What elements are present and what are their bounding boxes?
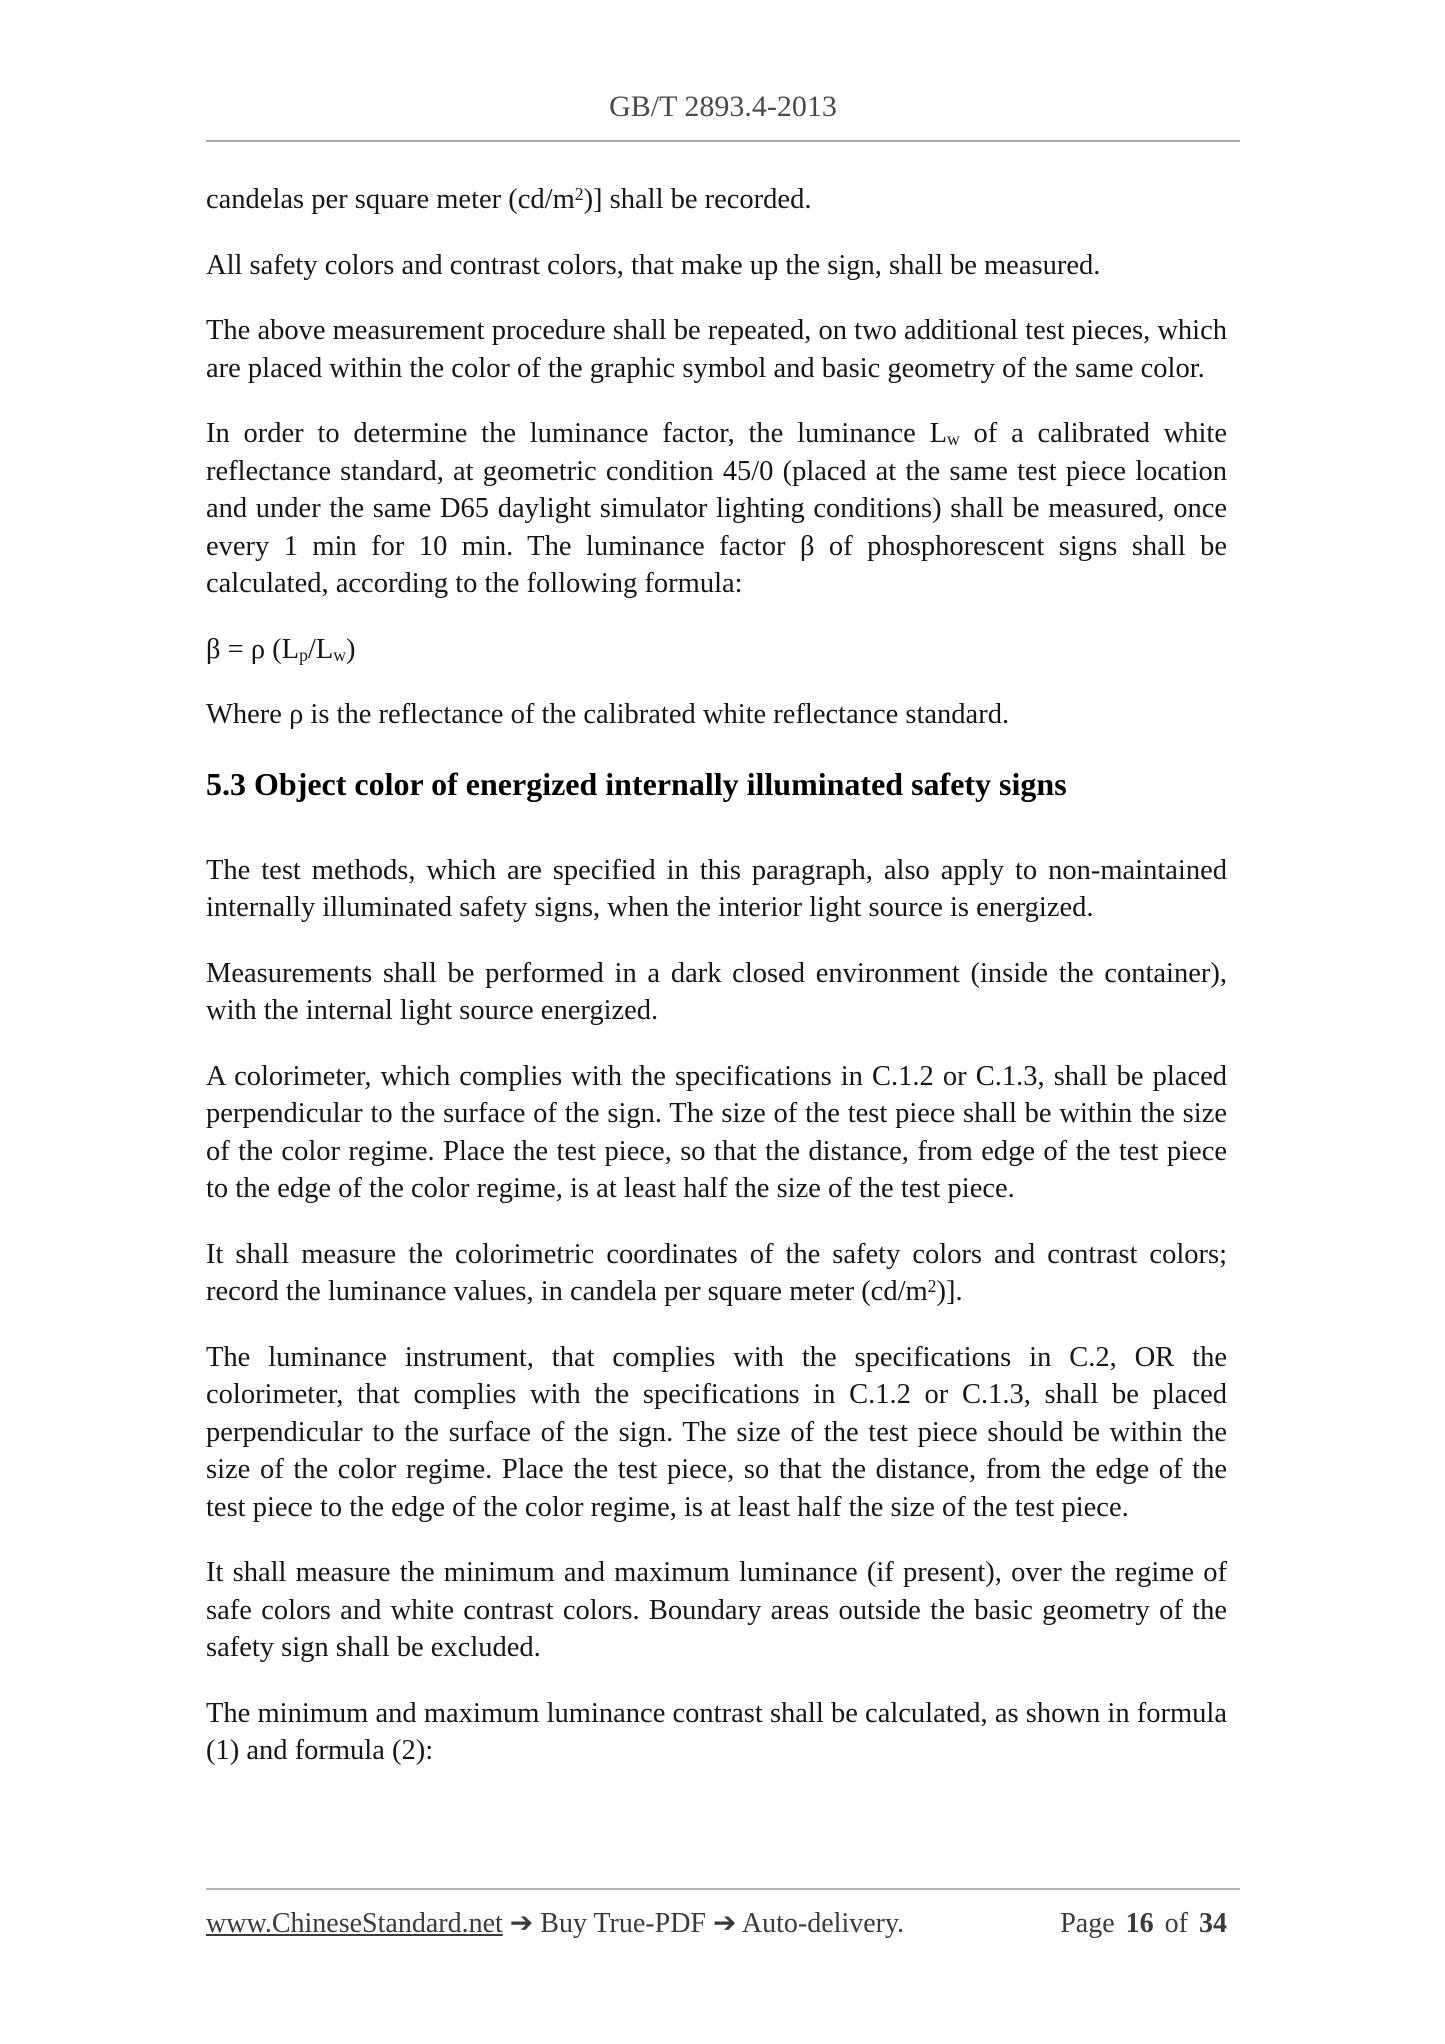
page-header xyxy=(206,90,1240,142)
footer-tagline: ➔ Buy True-PDF ➔ Auto-delivery. xyxy=(509,1906,905,1939)
body-paragraph: It shall measure the minimum and maximum luminance (if present), over the regime of safe colors and white contrast colors. Boundary areas outside the basic geometry of the safety sign shall be excluded. xyxy=(206,1557,1227,1663)
page-number: Page 16 of 34 xyxy=(1060,1908,1227,1939)
standard-number: GB/T 2893.4-2013 xyxy=(609,90,837,123)
body-paragraph: In order to determine the luminance factor, the luminance Lw of a calibrated white reflectance standard, at geometric condition 45/0 (placed at the same test piece location and under the same D65 daylight simulator lighting conditions) shall be measured, once every 1 min for 10 min. The luminance factor β of phosphorescent signs shall be calculated, according to the following formula: xyxy=(206,418,1227,599)
section-heading: 5.3 Object color of energized internally illuminated safety signs xyxy=(206,765,1067,802)
body-paragraph: The luminance instrument, that complies with the specifications in C.2, OR the colorimeter, that complies with the specifications in C.1.2 or C.1.3, shall be placed perpendicular to the surface of the sign. The size of the test piece should be within the size of the color regime. Place the test piece, so that the distance, from the edge of the test piece to the edge of the color regime, is at least half the size of the test piece. xyxy=(206,1341,1227,1523)
body-paragraph: candelas per square meter $(cd/m^2)$] shall be recorded. xyxy=(206,184,812,215)
formula-luminance-factor: β = ρ (Lp/Lw) xyxy=(206,633,356,665)
body-paragraph: A colorimeter, which complies with the specifications in C.1.2 or C.1.3, shall be placed perpendicular to the surface of the sign. The size of the test piece shall be within the size of the color regime. Place the test piece, so that the distance, from edge of the test piece to the edge of the color regime, is at least half the size of the test piece. xyxy=(206,1060,1227,1204)
document-body xyxy=(206,181,1227,1798)
body-paragraph: The test methods, which are specified in this paragraph, also apply to non-maintained internally illuminated safety signs, when the interior light source is energized. xyxy=(206,854,1227,923)
body-paragraph: Where ρ is the reflectance of the calibrated white reflectance standard. xyxy=(206,699,1010,730)
footer-divider xyxy=(206,1888,1240,1890)
body-paragraph: The above measurement procedure shall be repeated, on two additional test pieces, which are placed within the color of the graphic symbol and basic geometry of the same color. xyxy=(206,315,1227,384)
page-footer xyxy=(206,1888,1240,1941)
website-link[interactable]: www.ChineseStandard.net xyxy=(206,1908,503,1939)
body-paragraph: Measurements shall be performed in a dark closed environment (inside the container), with the internal light source energized. xyxy=(206,957,1227,1026)
body-paragraph: It shall measure the colorimetric coordinates of the safety colors and contrast colors; record the luminance values, in candela per square meter $(cd/m^2)$]. xyxy=(206,1238,1227,1307)
header-divider xyxy=(206,140,1240,142)
footer-info xyxy=(206,1906,904,1941)
body-paragraph: The minimum and maximum luminance contrast shall be calculated, as shown in formula (1) and formula (2): xyxy=(206,1697,1227,1766)
body-paragraph: All safety colors and contrast colors, that make up the sign, shall be measured. xyxy=(206,249,1101,281)
